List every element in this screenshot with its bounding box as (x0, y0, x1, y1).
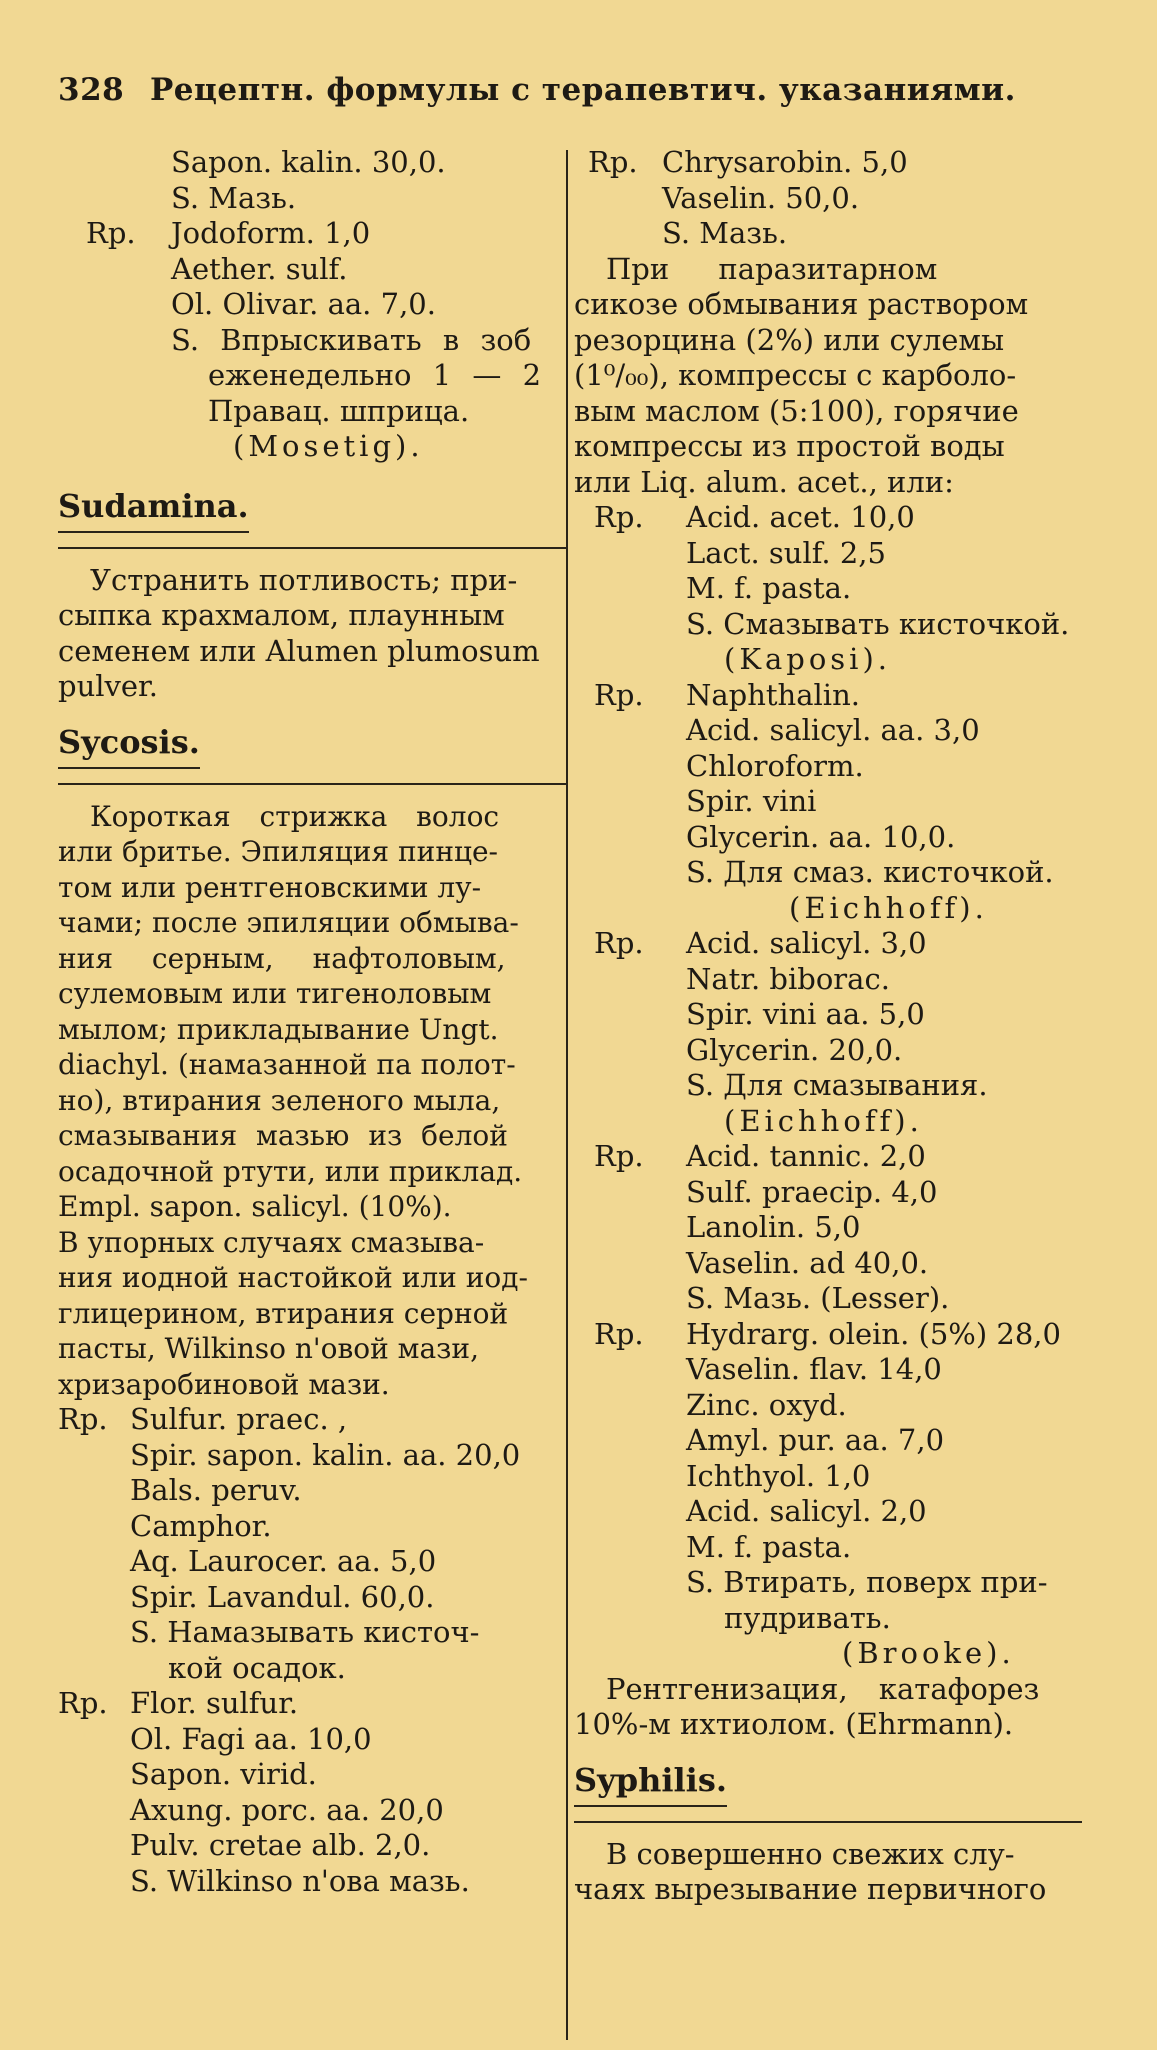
recipe-line: S. Wilkinso n'ова мазь. (130, 1863, 470, 1898)
text-line: хризаробиновой мази. (58, 1367, 390, 1401)
text-line: резорцина (2%) или сулемы (574, 322, 1005, 357)
recipe-acid-salicyl (574, 926, 1094, 1139)
recipe-line: Acid. salicyl. 2,0 (686, 1494, 927, 1528)
text-line: пасты, Wilkinso n'овой мази, (58, 1332, 479, 1365)
recipe-chrysarobin (574, 145, 1094, 252)
rp-label: Rp. (594, 677, 644, 712)
recipe-line: Camphor. (130, 1508, 272, 1543)
recipe-acid-acet (574, 500, 1094, 678)
text-line: но), втирания зеленого мыла, (58, 1083, 501, 1117)
page-header (58, 72, 1108, 108)
recipe-line: Naphthalin. (686, 677, 860, 712)
paragraph-parasitic (574, 252, 1094, 501)
recipe-line: Sapon. kalin. 30,0. (171, 145, 446, 179)
recipe-jodoform (58, 216, 568, 465)
recipe-line: Flor. sulfur. (130, 1686, 299, 1720)
recipe-line: Sulf. praecip. 4,0 (686, 1174, 938, 1209)
recipe-line: S. Впрыскивать в зоб (171, 322, 532, 357)
recipe-line: Hydrarg. olein. (5%) 28,0 (686, 1316, 1061, 1351)
text-line: чаях вырезывание первичного (574, 1872, 1047, 1906)
rp-label: Rp. (58, 1402, 108, 1436)
recipe-line: Ichthyol. 1,0 (686, 1458, 871, 1493)
recipe-line: Chrysarobin. 5,0 (662, 145, 908, 179)
paragraph-sycosis (58, 799, 568, 1403)
recipe-line: S. Мазь. (Lesser). (686, 1281, 950, 1315)
rp-label: Rp. (588, 145, 638, 179)
text-line: Рентгенизация, катафорез (606, 1671, 1040, 1706)
text-line: или бритье. Эпиляция пинце- (58, 835, 499, 868)
text-line: сикозе обмывания раствором (574, 287, 1029, 321)
recipe-line: пудривать. (724, 1600, 891, 1635)
left-column (58, 145, 568, 1899)
recipe-line: S. Мазь. (171, 180, 297, 215)
recipe-line: Spir. vini (686, 784, 817, 818)
text-line: ния иодной настойкой или иод- (58, 1261, 528, 1294)
recipe-line: S. Для смаз. кисточкой. (686, 855, 1054, 889)
text-line: Empl. sapon. salicyl. (10%). (58, 1190, 452, 1223)
recipe-line: Bals. peruv. (130, 1473, 302, 1507)
recipe-line: кой осадок. (168, 1650, 346, 1685)
section-rule (574, 1821, 1082, 1823)
recipe-line: Aq. Laurocer. aa. 5,0 (130, 1544, 437, 1578)
recipe-line: Sapon. virid. (130, 1757, 317, 1791)
recipe-line: Sulfur. praec. , (130, 1402, 348, 1436)
recipe-line: Spir. vini aa. 5,0 (686, 997, 925, 1031)
recipe-naphthalin (574, 678, 1094, 927)
recipe-line: Lanolin. 5,0 (686, 1210, 861, 1244)
recipe-line: S. Намазывать кисточ- (130, 1615, 480, 1649)
recipe-line: Правац. шприца. (208, 393, 470, 428)
author-citation: (Brooke). (842, 1636, 1015, 1670)
recipe-line: Lact. sulf. 2,5 (686, 535, 886, 570)
text-line: вым маслом (5:100), горячие (574, 393, 1019, 428)
recipe-acid-tannic (574, 1139, 1094, 1317)
recipe-line: Vaselin. flav. 14,0 (686, 1352, 942, 1386)
recipe-line: Chloroform. (686, 748, 864, 783)
author-citation: (Eichhoff). (724, 1103, 923, 1138)
recipe-line: S. Мазь. (662, 216, 788, 250)
text-line: В совершенно свежих слу- (606, 1836, 1015, 1871)
running-title: Рецептн. формулы с терапевтич. указаниями. (150, 72, 1016, 108)
text-line: pulver. (58, 669, 158, 703)
text-line: сыпка крахмалом, плаунным (58, 598, 505, 632)
recipe-line: Acid. salicyl. 3,0 (686, 926, 927, 960)
recipe-line: Amyl. pur. aa. 7,0 (686, 1423, 945, 1457)
rp-label: Rp. (594, 926, 644, 960)
text-line: компрессы из простой воды (574, 429, 1005, 463)
recipe-line: M. f. pasta. (686, 1529, 852, 1564)
recipe-line: Vaselin. ad 40,0. (686, 1245, 929, 1280)
recipe-line: Glycerin. 20,0. (686, 1032, 903, 1067)
text-line: смазывания мазью из белой (58, 1119, 508, 1152)
recipe-line: Ol. Olivar. aa. 7,0. (171, 287, 436, 321)
rp-label: Rp. (86, 216, 136, 250)
text-line: сулемовым или тигеноловым (58, 977, 492, 1010)
section-heading-syphilis: Syphilis. (574, 1761, 727, 1807)
text-line: В упорных случаях смазыва- (58, 1225, 485, 1259)
page-number: 328 (58, 72, 125, 108)
recipe-sulfur (58, 1402, 568, 1686)
text-line: 10%-м ихтиолом. (Ehrmann). (574, 1707, 1014, 1741)
text-line: Устранить потливость; при- (90, 562, 518, 597)
paragraph-sudamina (58, 563, 568, 705)
recipe-line: еженедельно 1 — 2 (208, 358, 542, 392)
recipe-line: Aether. sulf. (171, 251, 348, 286)
rp-label: Rp. (58, 1686, 108, 1720)
text-line: При паразитарном (606, 251, 938, 286)
recipe-line: Axung. porc. aa. 20,0 (130, 1792, 444, 1827)
text-line: ния серным, нафтоловым, (58, 941, 506, 975)
rp-label: Rp. (594, 500, 644, 534)
recipe-hydrarg (574, 1317, 1094, 1672)
text-line: том или рентгеновскими лу- (58, 870, 482, 904)
text-line: осадочной ртути, или приклад. (58, 1154, 523, 1188)
recipe-line: Acid. tannic. 2,0 (686, 1139, 926, 1173)
recipe-line: Natr. biborac. (686, 961, 890, 996)
section-rule (58, 547, 566, 549)
recipe-line: Glycerin. aa. 10,0. (686, 819, 956, 854)
text-line: чами; после эпиляции обмыва- (58, 906, 519, 939)
author-citation: (Mosetig). (233, 429, 424, 463)
recipe-line: Pulv. cretae alb. 2,0. (130, 1828, 431, 1862)
text-line: глицерином, втирания серной (58, 1296, 509, 1330)
author-citation: (Eichhoff). (789, 890, 988, 925)
paragraph-x-ray (574, 1672, 1094, 1743)
rp-label: Rp. (594, 1316, 644, 1351)
text-line: мылом; прикладывание Ungt. (58, 1012, 499, 1046)
text-line: (1⁰/₀₀), компрессы с карболо- (574, 358, 1017, 392)
recipe-line: Spir. sapon. kalin. aa. 20,0 (130, 1437, 521, 1472)
recipe-line: Jodoform. 1,0 (171, 216, 371, 250)
recipe-line: Acid. salicyl. aa. 3,0 (686, 713, 980, 747)
text-line: семенем или Alumen plumosum (58, 633, 540, 668)
author-citation: (Kaposi). (724, 642, 891, 676)
recipe-line: Vaselin. 50,0. (662, 180, 860, 215)
section-heading-sycosis: Sycosis. (58, 723, 200, 769)
recipe-line: M. f. pasta. (686, 571, 852, 605)
text-line: diachyl. (намазанной па полот- (58, 1048, 516, 1081)
recipe-line: S. Для смазывания. (686, 1068, 988, 1102)
recipe-line: Acid. acet. 10,0 (686, 500, 915, 534)
section-rule (58, 783, 566, 785)
text-line: Короткая стрижка волос (90, 799, 500, 833)
recipe-line: Zinc. oxyd. (686, 1387, 847, 1422)
recipe-line: Ol. Fagi aa. 10,0 (130, 1721, 372, 1756)
paragraph-syphilis (574, 1837, 1094, 1908)
recipe-flor-sulfur (58, 1686, 568, 1899)
recipe-line: S. Смазывать кисточкой. (686, 606, 1070, 641)
section-heading-sudamina: Sudamina. (58, 487, 249, 533)
rp-label: Rp. (594, 1139, 644, 1173)
right-column (574, 145, 1094, 1908)
recipe-line: Spir. Lavandul. 60,0. (130, 1579, 435, 1614)
recipe-line: S. Втирать, поверх при- (686, 1565, 1048, 1599)
text-line: или Liq. alum. acet., или: (574, 464, 954, 499)
